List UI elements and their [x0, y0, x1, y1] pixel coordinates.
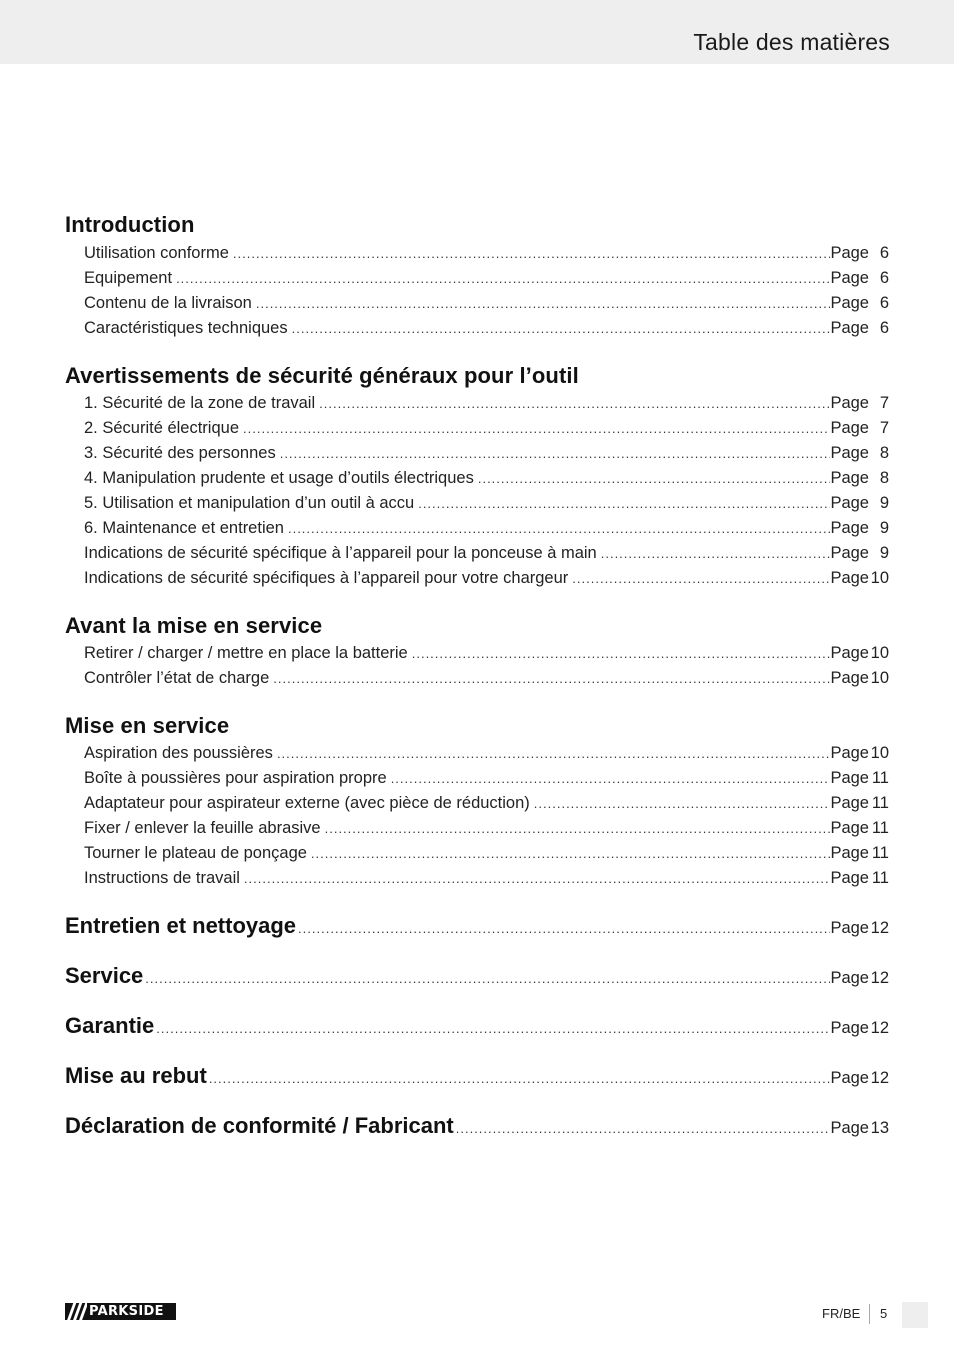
- page-number: 5: [880, 1306, 888, 1321]
- toc-entry[interactable]: 1. Sécurité de la zone de travail ..... Page 7: [84, 394, 889, 416]
- toc-main-entry-warranty[interactable]: Garantie ..... Page 12: [65, 1013, 889, 1041]
- section-title-operation: Mise en service: [65, 713, 230, 738]
- toc-entry[interactable]: Caractéristiques techniques ..... Page 6: [84, 319, 889, 341]
- toc-entry[interactable]: Retirer / charger / mettre en place la batterie ..... Page 10: [84, 644, 889, 666]
- toc-entry[interactable]: Fixer / enlever la feuille abrasive ..... Page 11: [84, 819, 889, 841]
- page-title: Table des matières: [693, 29, 890, 55]
- logo-stripes-icon: [65, 1303, 87, 1320]
- toc-entry[interactable]: Contenu de la livraison ..... Page 6: [84, 294, 889, 316]
- toc-entry[interactable]: Contrôler l’état de charge ..... Page 10: [84, 669, 889, 691]
- toc-entry[interactable]: Tourner le plateau de ponçage ..... Page 11: [84, 844, 889, 866]
- toc-main-entry-declaration[interactable]: Déclaration de conformité / Fabricant ..... Page 13: [65, 1113, 889, 1141]
- toc-entry[interactable]: Indications de sécurité spécifique à l’appareil pour la ponceuse à main ..... Page 9: [84, 544, 889, 566]
- toc-entry[interactable]: Equipement ..... Page 6: [84, 269, 889, 291]
- toc-entry[interactable]: Boîte à poussières pour aspiration propre ..... Page 11: [84, 769, 889, 791]
- toc-entry[interactable]: 6. Maintenance et entretien ..... Page 9: [84, 519, 889, 541]
- toc-entry[interactable]: Instructions de travail ..... Page 11: [84, 869, 889, 891]
- language-code: FR/BE: [822, 1306, 861, 1321]
- section-title-introduction: Introduction: [65, 212, 195, 237]
- toc-entry[interactable]: 4. Manipulation prudente et usage d’outils électriques ..... Page 8: [84, 469, 889, 491]
- toc-entry[interactable]: 2. Sécurité électrique ..... Page 7: [84, 419, 889, 441]
- toc-main-entry-maintenance[interactable]: Entretien et nettoyage ..... Page 12: [65, 913, 889, 941]
- toc-entry[interactable]: Utilisation conforme ..... Page 6: [84, 244, 889, 266]
- footer-divider: [869, 1304, 870, 1324]
- toc-entry[interactable]: 5. Utilisation et manipulation d’un outil à accu ..... Page 9: [84, 494, 889, 516]
- toc-entry[interactable]: 3. Sécurité des personnes ..... Page 8: [84, 444, 889, 466]
- parkside-logo: [65, 1303, 176, 1320]
- toc-main-entry-disposal[interactable]: Mise au rebut ..... Page 12: [65, 1063, 889, 1091]
- toc-main-entry-service[interactable]: Service ..... Page 12: [65, 963, 889, 991]
- toc-entry[interactable]: Aspiration des poussières ..... Page 10: [84, 744, 889, 766]
- section-title-safety: Avertissements de sécurité généraux pour l’outil: [65, 363, 579, 388]
- logo-text: PARKSIDE: [89, 1304, 164, 1319]
- toc-entry[interactable]: Indications de sécurité spécifiques à l’appareil pour votre chargeur ..... Page 10: [84, 569, 889, 591]
- footer-marker: [902, 1302, 928, 1328]
- toc-entry[interactable]: Adaptateur pour aspirateur externe (avec pièce de réduction) ..... Page 11: [84, 794, 889, 816]
- section-title-before-use: Avant la mise en service: [65, 613, 323, 638]
